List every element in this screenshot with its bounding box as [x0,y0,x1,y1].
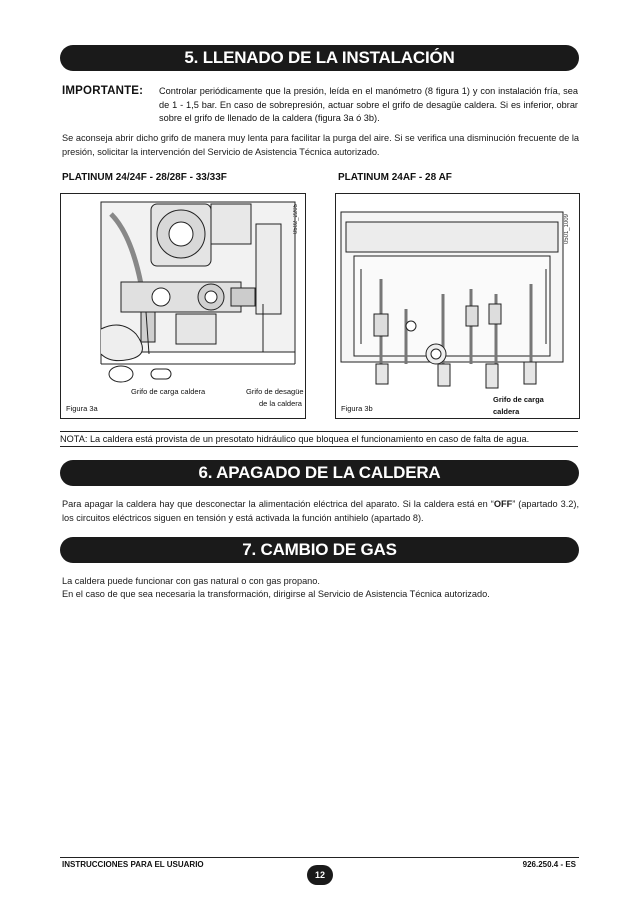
footer-right: 926.250.4 - ES [522,860,576,869]
footer-left: INSTRUCCIONES PARA EL USUARIO [62,860,204,869]
section6-paragraph [62,498,579,525]
figure-3a-drawing [61,194,305,418]
section6-text-after: ” (apartado 3.2), los circuitos eléctricos siguen en tensión y está activada la función antihielo (apartado 8). [62,499,579,523]
section6-title: 6. APAGADO DE LA CALDERA [198,463,441,482]
important-label: IMPORTANTE: [62,85,144,97]
figure-3a-drain-label-2: de la caldera [259,399,302,408]
figure-3a-code: 0502_2205 [293,204,299,235]
footer-divider [60,857,579,858]
section7-banner [60,537,579,563]
figure-3a [60,193,306,419]
right-model-heading: PLATINUM 24AF - 28 AF [338,172,452,183]
figure-3b-load-label-2: caldera [493,407,520,416]
section6-banner [60,460,579,486]
section5-paragraph: Se aconseja abrir dicho grifo de manera muy lenta para facilitar la purga del aire. Si se verifica una disminución frecuente de la presión, solicitar la intervención del Servicio de Asistencia Técnica autorizado. [62,133,579,157]
figure-3b [335,193,580,419]
section7-line1: La caldera puede funcionar con gas natural o con gas propano. [62,576,320,586]
section5-banner [60,45,579,71]
figure-3b-drawing [336,194,579,418]
important-text: Controlar periódicamente que la presión, leída en el manómetro (8 figura 1) y con instalación fría, sea de 1 - 1,5 bar. En caso de sobrepresión, actuar sobre el grifo de desagüe caldera. Si es inferior, obrar sobre el grifo de llenado de la caldera (figura 3a ó 3b). [159,86,578,123]
section7-line2: En el caso de que sea necesaria la transformación, dirigirse al Servicio de Asistencia Técnica autorizado. [62,589,490,599]
figure-3a-caption: Figura 3a [66,404,98,413]
page-number: 12 [307,865,333,885]
section6-off: OFF [493,499,513,509]
figure-3b-code: 0501_1009 [564,214,570,245]
left-model-heading: PLATINUM 24/24F - 28/28F - 33/33F [62,172,227,183]
section5-title: 5. LLENADO DE LA INSTALACIÓN [184,48,455,67]
nota-text: NOTA: La caldera está provista de un presotato hidráulico que bloquea el funcionamiento en caso de falta de agua. [60,431,578,447]
figure-3b-caption: Figura 3b [341,404,373,413]
figure-3a-load-label: Grifo de carga caldera [131,387,206,396]
figure-3a-drain-label-1: Grifo de desagüe [246,387,304,396]
section7-title: 7. CAMBIO DE GAS [242,540,397,559]
section6-text-before: Para apagar la caldera hay que desconectar la alimentación eléctrica del aparato. Si la caldera está en “ [62,499,494,509]
figure-3b-load-label-1: Grifo de carga [493,395,544,404]
